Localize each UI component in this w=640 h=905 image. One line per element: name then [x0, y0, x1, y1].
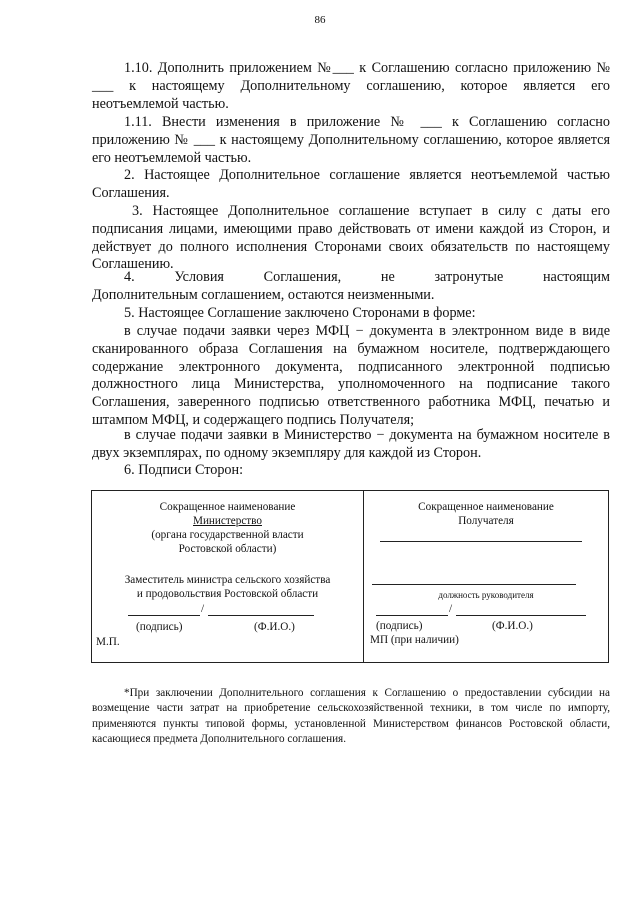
paragraph-2: 2. Настоящее Дополнительное соглашение является неотъемлемой частью Соглашения. — [92, 167, 610, 201]
page-number: 86 — [314, 14, 326, 26]
paragraph-6: 6. Подписи Сторон: — [124, 462, 244, 478]
ministry-position-1: Заместитель министра сельского хозяйства — [124, 574, 331, 586]
recipient-position-line — [372, 584, 576, 585]
ministry-slash: / — [201, 603, 205, 615]
ministry-position-2: и продовольствия Ростовской области — [136, 588, 319, 600]
paragraph-4-continuation: Дополнительным соглашением, остаются неизменными. — [92, 286, 435, 303]
paragraph-4-word: 4. — [124, 269, 135, 285]
signature-column-recipient — [364, 491, 608, 662]
recipient-fio-label: (Ф.И.О.) — [492, 620, 533, 632]
recipient-name: Получателя — [458, 515, 514, 527]
signature-table — [91, 490, 609, 663]
paragraph-5-mfc: в случае подачи заявки через МФЦ − документа в электронном виде в виде сканированного образа Соглашения на бумажном носителе, подтверждающего содержание электронного документа, подписанного электронной подписью должностного лица Министерства, уполномоченного на подписание такого Соглашения, заверенного подписью ответственного работника МФЦ, печатью и штампом МФЦ, и содержащего подпись Получателя; — [92, 323, 610, 428]
recipient-slash: / — [449, 603, 453, 615]
paragraph-4-word: настоящим — [542, 269, 610, 285]
paragraph-4-word: затронутые — [434, 269, 504, 285]
ministry-name-line — [208, 615, 314, 616]
recipient-name-line — [380, 541, 582, 542]
paragraph-4-word: Условия — [174, 269, 224, 285]
recipient-signature-line — [376, 615, 448, 616]
signature-column-ministry — [92, 491, 364, 662]
paragraph-3: 3. Настоящее Дополнительное соглашение вступает в силу с даты его подписания лицами, имеющими право действовать от имени каждой из Сторон, и действует до полного исполнения Сторонами своих обязательств по настоящему Соглашению. — [92, 203, 610, 273]
ministry-name: Министерство — [193, 515, 262, 527]
paragraph-4-word: не — [380, 269, 395, 285]
paragraph-4-word: Соглашения, — [263, 269, 342, 285]
ministry-name-note: (органа государственной власти — [151, 529, 304, 541]
recipient-fio-line — [456, 615, 586, 616]
paragraph-5-ministry: в случае подачи заявки в Министерство − документа на бумажном носителе в двух экземплярах, по одному экземпляру для каждой из Сторон. — [92, 427, 610, 461]
paragraph-1-11: 1.11. Внести изменения в приложение № ___ к Соглашению согласно приложению № ___ к настоящему Дополнительному соглашению, которое является его неотъемлемой частью. — [92, 114, 610, 166]
ministry-name-label: Сокращенное наименование — [159, 501, 296, 513]
paragraph-5: 5. Настоящее Соглашение заключено Сторонами в форме: — [124, 305, 476, 321]
ministry-sign-label: (подпись) — [136, 621, 183, 633]
recipient-sign-label: (подпись) — [376, 620, 423, 632]
paragraph-4-first-line — [92, 269, 610, 287]
recipient-position-label: должность руководителя — [438, 590, 534, 600]
paragraph-1-10: 1.10. Дополнить приложением №___ к Соглашению согласно приложению № ___ к настоящему Дополнительному соглашению, которое является его неотъемлемой частью. — [92, 60, 610, 112]
ministry-signature-line — [128, 615, 200, 616]
ministry-stamp-label: М.П. — [96, 636, 120, 648]
recipient-stamp-label: МП (при наличии) — [370, 634, 459, 646]
footnote: *При заключении Дополнительного соглашения к Соглашению о предоставлении субсидии на возмещение части затрат на приобретение сельскохозяйственной техники, в том числе по импорту, применяются пункты типовой формы, установленной Министерством финансов Ростовской области, касающиеся предмета Дополнительного соглашения. — [92, 687, 610, 746]
ministry-name-note-2: Ростовской области) — [178, 543, 277, 555]
recipient-name-label: Сокращенное наименование — [418, 501, 554, 513]
ministry-fio-label: (Ф.И.О.) — [254, 621, 295, 633]
paragraph-4 — [92, 269, 610, 305]
